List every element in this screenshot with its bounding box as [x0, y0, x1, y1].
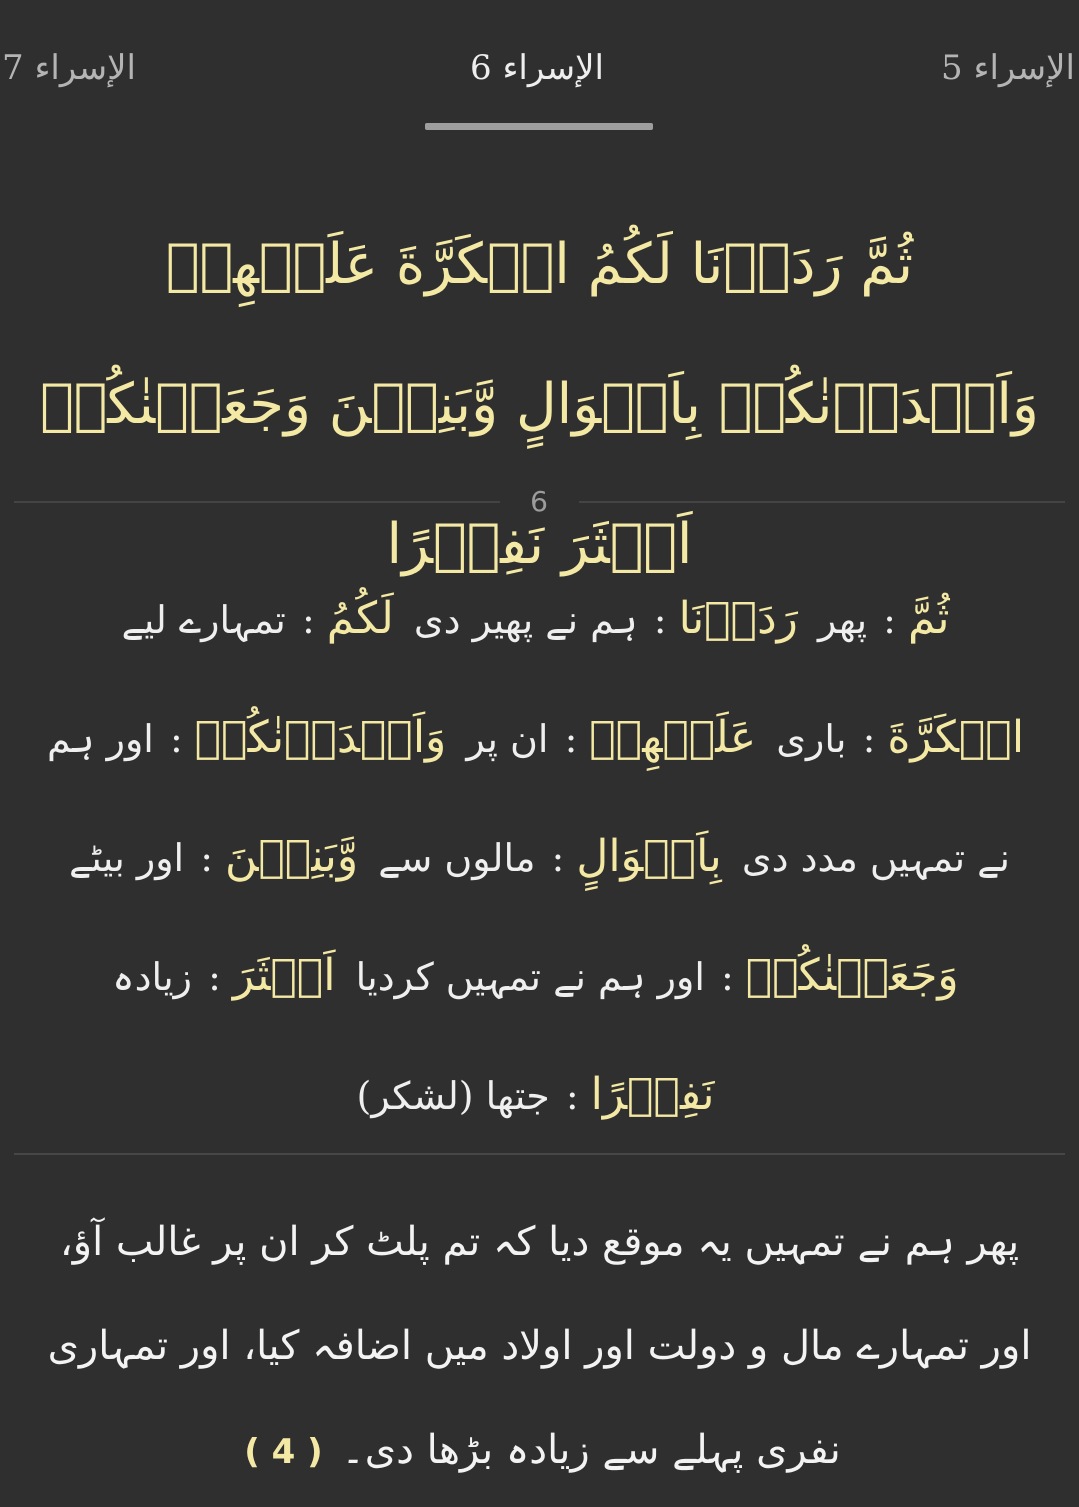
wbw-item[interactable]: نَفِيۡرًا: جتھا (لشکر) [356, 1069, 715, 1120]
tab-next-ayah[interactable]: الإسراء 7 [2, 48, 136, 88]
wbw-meaning: تمہارے لیے [121, 598, 286, 642]
tab-previous-ayah[interactable]: الإسراء 5 [941, 48, 1075, 88]
wbw-meaning: اور ہم نے تمہیں مدد دی [46, 717, 1010, 880]
wbw-item[interactable]: اَكۡثَرَ: زیادہ [112, 950, 336, 1001]
wbw-meaning: زیادہ [112, 955, 192, 999]
wbw-meaning: ہم نے پھیر دی [413, 598, 638, 642]
ayah-number-divider [14, 485, 1065, 519]
wbw-arabic: بِاَمۡوَالٍ [576, 831, 722, 882]
surah-ayah-tabs [0, 0, 1079, 135]
wbw-arabic: الۡكَرَّةَ [887, 712, 1025, 763]
wbw-item[interactable]: عَلَيۡهِمۡ: ان پر [466, 712, 757, 763]
wbw-meaning: اور بیٹے [69, 836, 185, 880]
wbw-item[interactable]: بِاَمۡوَالٍ: مالوں سے [378, 831, 722, 882]
wbw-item[interactable]: لَكُمُ: تمہارے لیے [121, 593, 394, 644]
divider-line-right [579, 501, 1065, 503]
word-by-word-translation [40, 560, 1039, 1155]
wbw-arabic: رَدَدۡنَا [678, 593, 798, 644]
active-tab-indicator [425, 123, 653, 130]
wbw-meaning: باری [776, 717, 847, 761]
wbw-item[interactable]: وَّبَنِيۡنَ: اور بیٹے [69, 831, 359, 882]
wbw-arabic: اَكۡثَرَ [232, 950, 336, 1001]
wbw-arabic: ثُمَّ [907, 593, 950, 644]
footnote-marker[interactable]: ( 4 ) [244, 1432, 323, 1472]
wbw-meaning: مالوں سے [378, 836, 536, 880]
wbw-meaning: اور ہم نے تمہیں کردیا [355, 955, 705, 999]
wbw-arabic: لَكُمُ [326, 593, 394, 644]
wbw-item[interactable]: ثُمَّ: پھر [818, 593, 950, 644]
ayah-arabic-text: ثُمَّ رَدَدۡنَا لَكُمُ الۡكَرَّةَ عَلَيۡهِمۡ وَاَمۡدَدۡنٰكُمۡ بِاَمۡوَالٍ وَّبَنِيۡنَ وَجَعَلۡنٰكُمۡ اَكۡثَرَ نَفِيۡرًا [40, 232, 1039, 577]
urdu-translation [40, 1190, 1039, 1504]
wbw-meaning: ان پر [466, 717, 549, 761]
wbw-item[interactable]: الۡكَرَّةَ: باری [776, 712, 1025, 763]
section-divider [14, 1153, 1065, 1155]
ayah-number: 6 [530, 485, 548, 518]
wbw-item[interactable]: وَجَعَلۡنٰكُمۡ: اور ہم نے تمہیں کردیا [355, 950, 959, 1001]
wbw-arabic: وَاَمۡدَدۡنٰكُمۡ [194, 712, 447, 763]
wbw-arabic: عَلَيۡهِمۡ [589, 712, 757, 763]
wbw-arabic: وَّبَنِيۡنَ [225, 831, 359, 882]
translation-text: پھر ہم نے تمہیں یہ موقع دیا کہ تم پلٹ کر ان پر غالب آؤ، اور تمہارے مال و دولت اور اولاد میں اضافہ کیا، اور تمہاری نفری پہلے سے زیادہ بڑھا دی۔ [47, 1219, 1032, 1473]
tab-current-ayah[interactable]: الإسراء 6 [470, 48, 604, 88]
wbw-arabic: وَجَعَلۡنٰكُمۡ [745, 950, 959, 1001]
divider-line-left [14, 501, 500, 503]
wbw-item[interactable]: رَدَدۡنَا: ہم نے پھیر دی [413, 593, 798, 644]
wbw-arabic: نَفِيۡرًا [590, 1069, 715, 1120]
wbw-item[interactable]: وَاَمۡدَدۡنٰكُمۡ: اور ہم نے تمہیں مدد دی [46, 712, 1010, 880]
wbw-meaning: پھر [818, 598, 868, 642]
wbw-meaning: جتھا (لشکر) [356, 1074, 550, 1118]
